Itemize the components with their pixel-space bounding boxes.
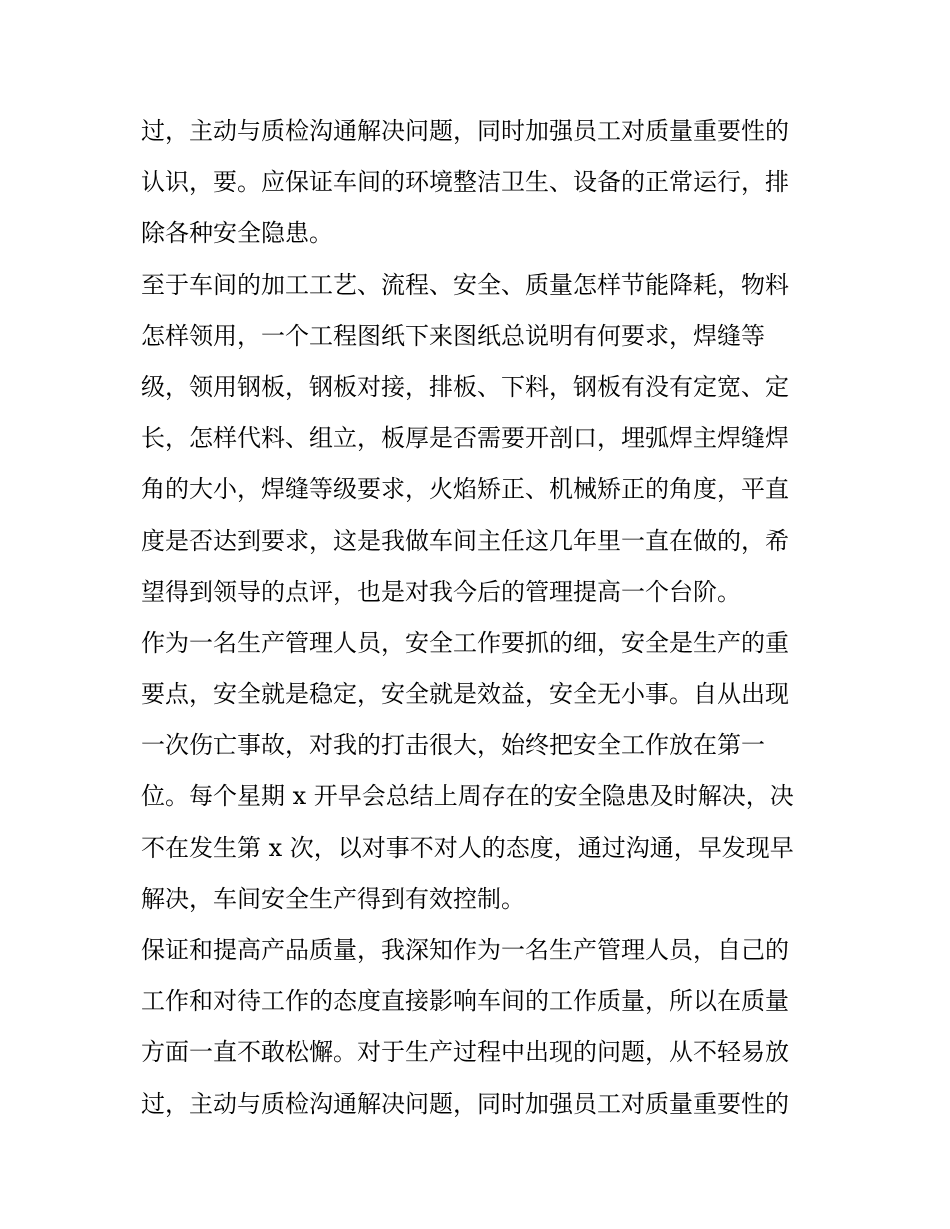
text-line-16: 解决，车间安全生产得到有效控制。	[141, 884, 525, 913]
text-line-4: 至于车间的加工工艺、流程、安全、质量怎样节能降耗，物料	[141, 270, 789, 299]
text-line-12: 要点，安全就是稳定，安全就是效益，安全无小事。自从出现	[141, 680, 789, 709]
text-line-18: 工作和对待工作的态度直接影响车间的工作质量，所以在质量	[141, 987, 789, 1016]
text-line-5: 怎样领用，一个工程图纸下来图纸总说明有何要求，焊缝等	[141, 321, 765, 350]
text-line-20: 过，主动与质检沟通解决问题，同时加强员工对质量重要性的	[141, 1089, 789, 1118]
text-line-9: 度是否达到要求，这是我做车间主任这几年里一直在做的，希	[141, 526, 789, 555]
text-line-13: 一次伤亡事故，对我的打击很大，始终把安全工作放在第一	[141, 731, 765, 760]
text-line-7: 长，怎样代料、组立，板厚是否需要开剖口，埋弧焊主焊缝焊	[141, 424, 789, 453]
text-line-6: 级，领用钢板，钢板对接，排板、下料，钢板有没有定宽、定	[141, 372, 789, 401]
text-line-11: 作为一名生产管理人员，安全工作要抓的细，安全是生产的重	[141, 628, 789, 657]
text-line-14: 位。每个星期 x 开早会总结上周存在的安全隐患及时解决，决	[141, 782, 794, 811]
text-line-10: 望得到领导的点评，也是对我今后的管理提高一个台阶。	[141, 577, 741, 606]
text-line-17: 保证和提高产品质量，我深知作为一名生产管理人员，自己的	[141, 936, 789, 964]
text-line-8: 角的大小，焊缝等级要求，火焰矫正、机械矫正的角度，平直	[141, 475, 789, 504]
text-line-1: 过，主动与质检沟通解决问题，同时加强员工对质量重要性的	[141, 117, 789, 145]
text-line-15: 不在发生第 x 次，以对事不对人的态度，通过沟通，早发现早	[141, 833, 794, 862]
text-line-3: 除各种安全隐患。	[141, 219, 333, 248]
body-text	[141, 106, 813, 1130]
text-line-19: 方面一直不敢松懈。对于生产过程中出现的问题，从不轻易放	[141, 1038, 789, 1067]
text-line-2: 认识，要。应保证车间的环境整洁卫生、设备的正常运行，排	[141, 168, 789, 197]
